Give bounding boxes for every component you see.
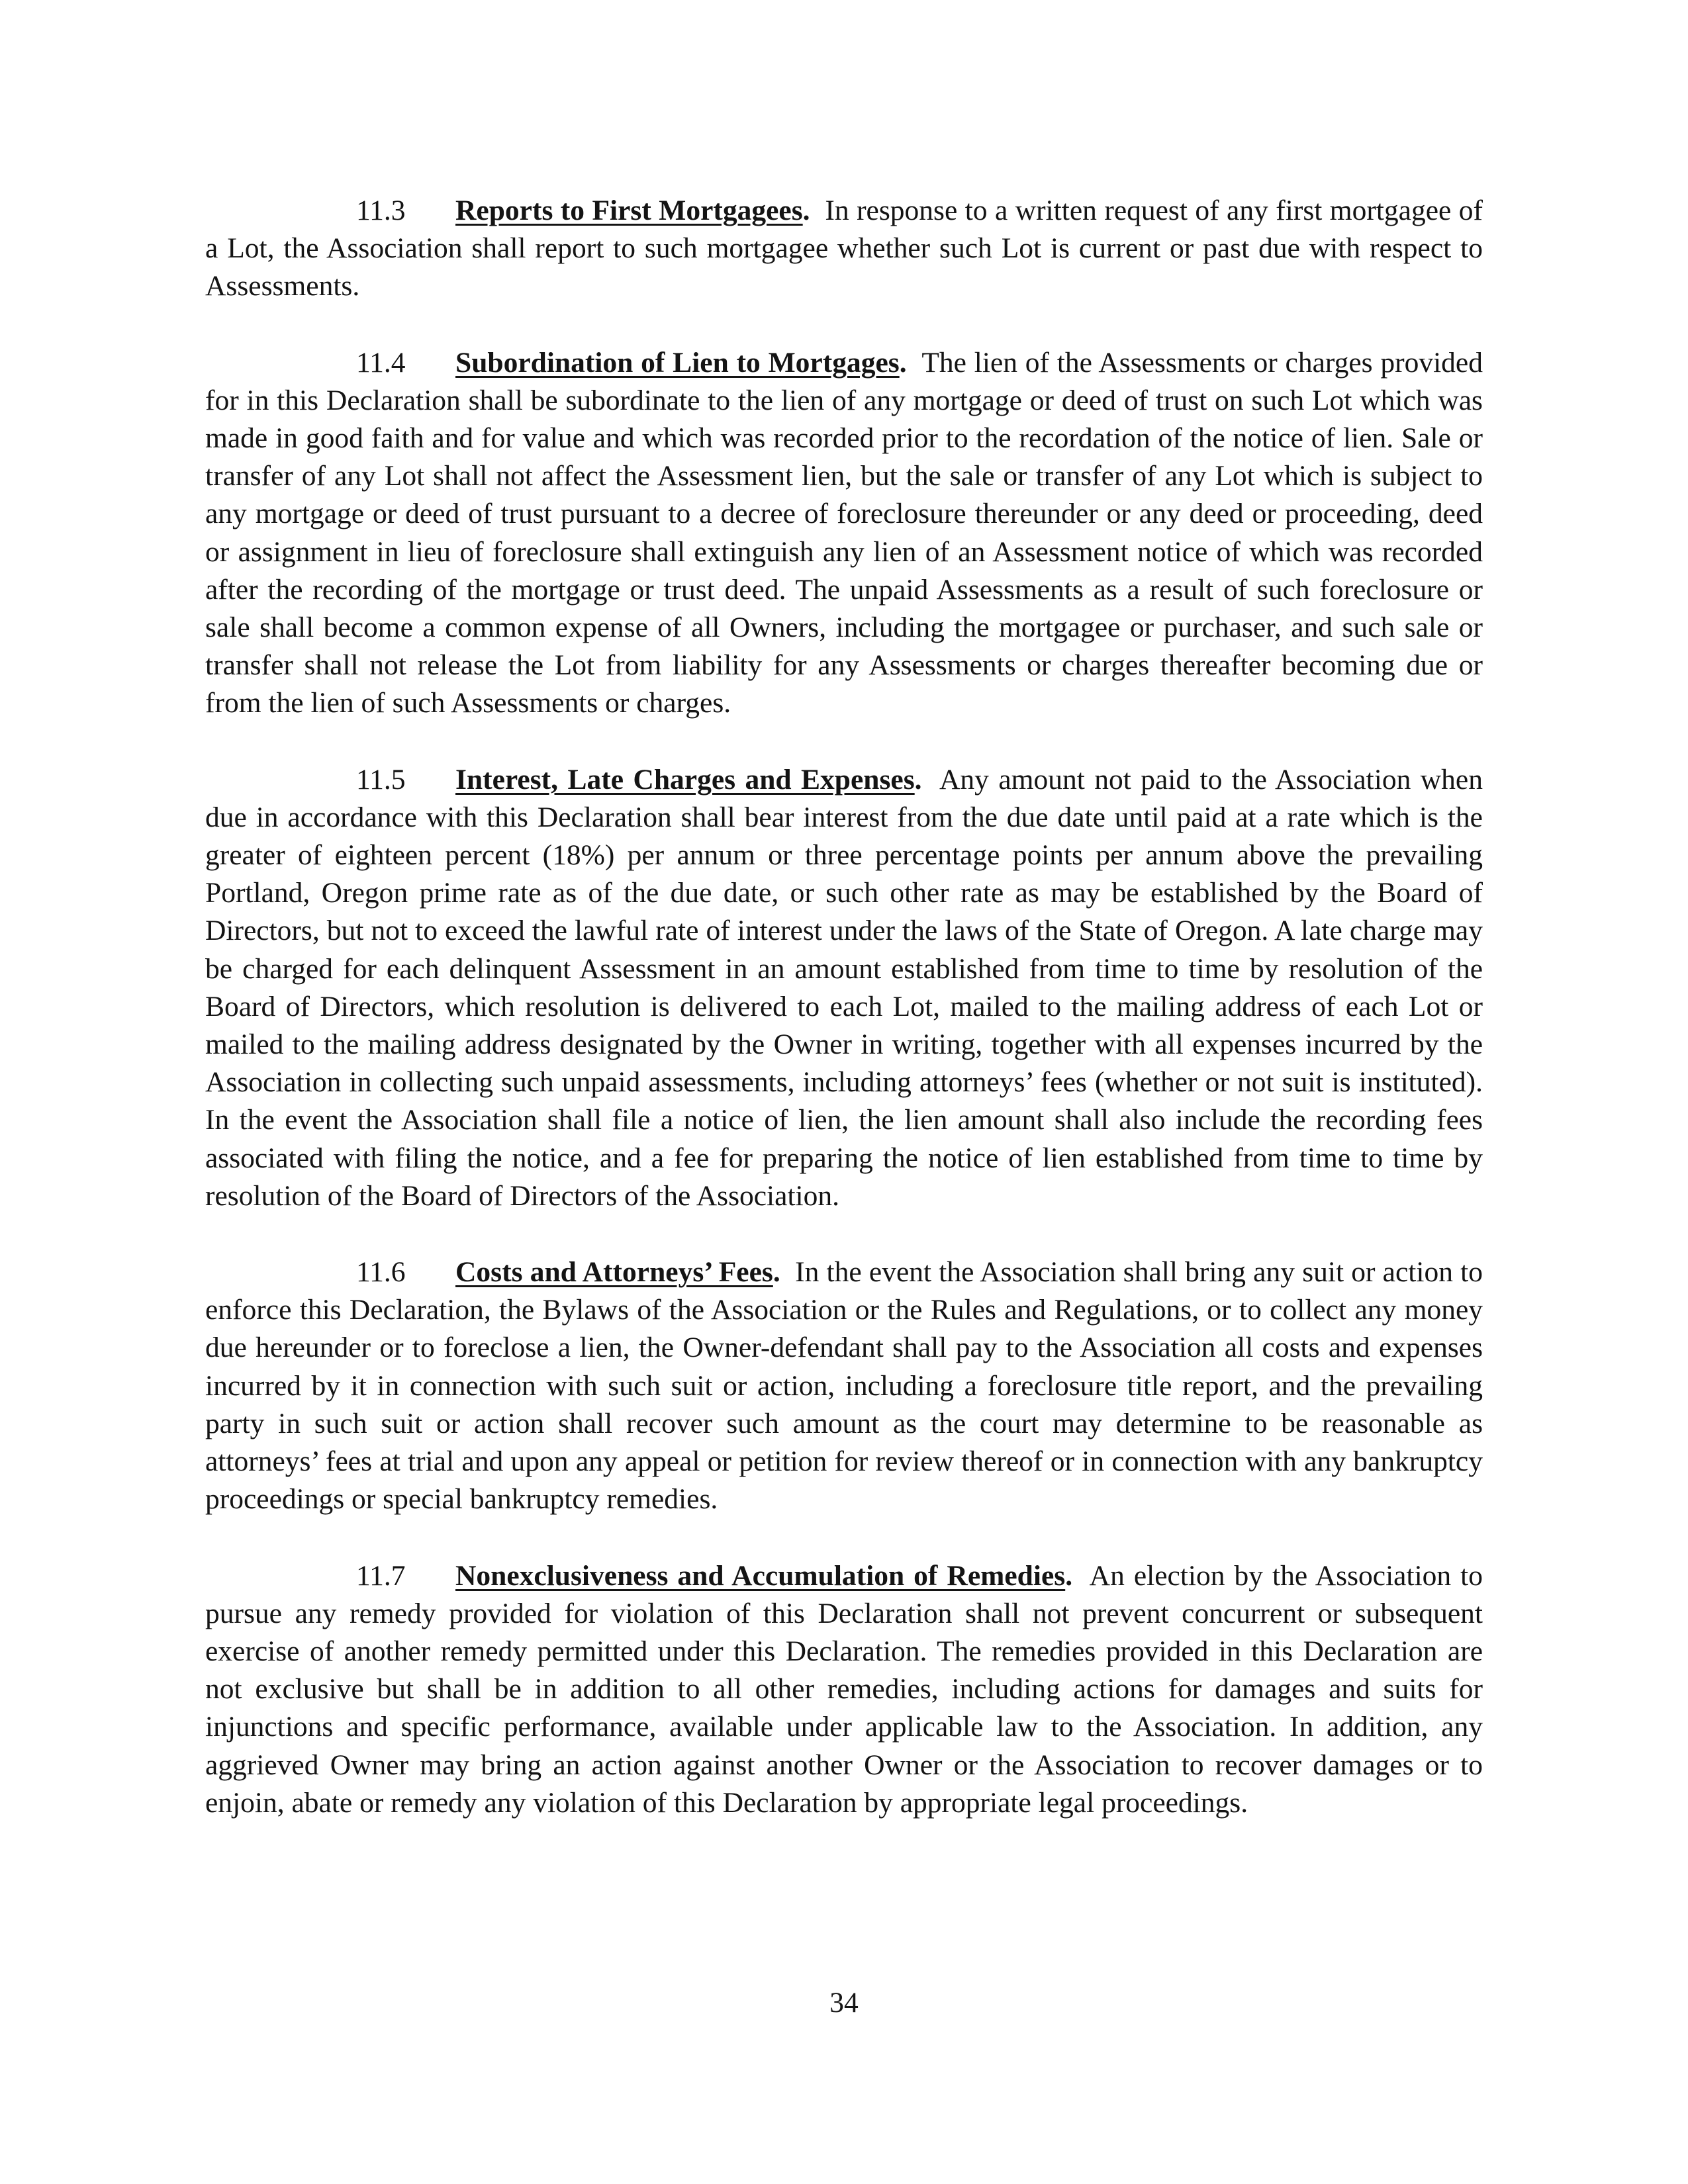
page-number: 34 (829, 1987, 859, 2019)
section-body: The lien of the Assessments or charges provided for in this Declaration shall be subordinate to the lien of any mortgage or deed of trust on such Lot which was made in good faith and for value and which was recorded prior to the recordation of the notice of lien. Sale or transfer of any Lot shall not affect the Assessment lien, but the sale or transfer of any Lot which is subject to any mortgage or deed of trust pursuant to a decree of foreclosure thereunder or any deed or proceeding, deed or assignment in lieu of foreclosure shall extinguish any lien of an Assessment notice of which was recorded after the recording of the mortgage or trust deed. The unpaid Assessments as a result of such foreclosure or sale shall become a common expense of all Owners, including the mortgagee or purchaser, and such sale or transfer shall not release the Lot from liability for any Assessments or charges thereafter becoming due or from the lien of such Assessments or charges. (205, 346, 1483, 719)
section-number: 11.3 (356, 195, 406, 226)
section-body: An election by the Association to pursue any remedy provided for violation of this Declaration shall not prevent concurrent or subsequent exercise of another remedy permitted under this Declaration. The remedies provided in this Declaration are not exclusive but shall be in addition to all other remedies, including actions for damages and suits for injunctions and specific performance, available under applicable law to the Association. In addition, any aggrieved Owner may bring an action against another Owner or the Association to recover damages or to enjoin, abate or remedy any violation of this Declaration by appropriate legal proceedings. (205, 1559, 1483, 1819)
section-number: 11.4 (356, 346, 406, 379)
section-number: 11.6 (356, 1256, 406, 1289)
section-body: In the event the Association shall bring any suit or action to enforce this Declaration, the Bylaws of the Association or the Rules and Regulations, or to collect any money due hereunder or to foreclose a lien, the Owner-defendant shall pay to the Association all costs and expenses incurred by it in connection with such suit or action, including a foreclosure title report, and the prevailing party in such suit or action shall recover such amount as the court may determine to be reasonable as attorneys’ fees at trial and upon any appeal or petition for review thereof or in connection with any bankruptcy proceedings or special bankruptcy remedies. (205, 1256, 1483, 1516)
section-heading: Interest, Late Charges and Expenses (455, 763, 915, 796)
section-heading-period: . (802, 195, 810, 226)
section-11-3 (205, 192, 1483, 306)
section-heading: Subordination of Lien to Mortgages (455, 346, 900, 379)
section-body: In response to a written request of any first mortgagee of a Lot, the Association shall report to such mortgagee whether such Lot is current or past due with respect to Assessments. (205, 195, 1483, 302)
section-number: 11.7 (356, 1559, 406, 1592)
section-11-4 (205, 344, 1483, 723)
section-11-6 (205, 1253, 1483, 1518)
section-11-7 (205, 1557, 1483, 1822)
document-page (205, 192, 1483, 1822)
section-heading: Reports to First Mortgagees (455, 195, 803, 226)
section-heading-period: . (1065, 1559, 1073, 1592)
section-heading-period: . (899, 346, 907, 379)
section-body: Any amount not paid to the Association when due in accordance with this Declaration shall bear interest from the due date until paid at a rate which is the greater of eighteen percent (18%) per annum or three percentage points per annum above the prevailing Portland, Oregon prime rate as of the due date, or such other rate as may be established by the Board of Directors, but not to exceed the lawful rate of interest under the laws of the State of Oregon. A late charge may be charged for each delinquent Assessment in an amount established from time to time by resolution of the Board of Directors, which resolution is delivered to each Lot, mailed to the mailing address of each Lot or mailed to the mailing address designated by the Owner in writing, together with all expenses incurred by the Association in collecting such unpaid assessments, including attorneys’ fees (whether or not suit is instituted). In the event the Association shall file a notice of lien, the lien amount shall also include the recording fees associated with filing the notice, and a fee for preparing the notice of lien established from time to time by resolution of the Board of Directors of the Association. (205, 763, 1483, 1212)
section-heading-period: . (773, 1256, 780, 1289)
section-11-5 (205, 761, 1483, 1215)
section-heading-period: . (914, 763, 922, 796)
section-number: 11.5 (356, 763, 406, 796)
section-heading: Nonexclusiveness and Accumulation of Remedies (455, 1559, 1066, 1592)
section-heading: Costs and Attorneys’ Fees (455, 1256, 773, 1289)
